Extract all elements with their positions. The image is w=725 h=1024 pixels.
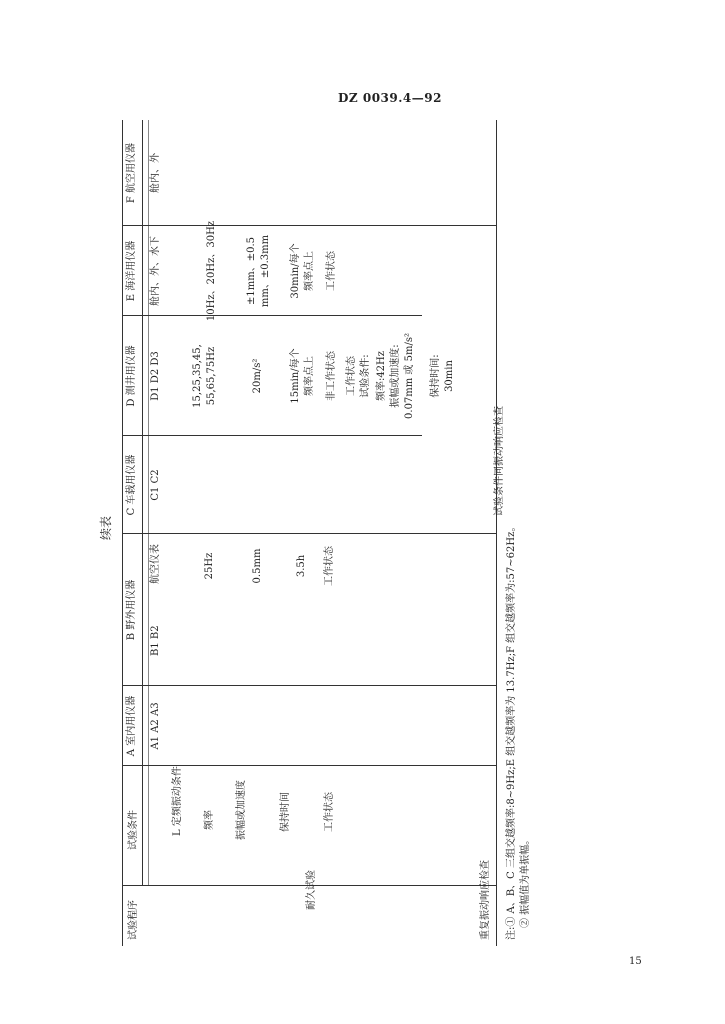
row-label-duration: 保持时间 (280, 792, 291, 832)
cell-b-duration: 3.5h (296, 554, 307, 578)
row-label-section: L 定频振动条件 (172, 766, 183, 836)
cell-d-extra-6: 保持时间: (430, 354, 441, 398)
rotated-table (96, 120, 530, 946)
col-c-border (122, 435, 422, 436)
table-note-1: 注:① A、B、C 三组交越频率:8~9Hz;E 组交越频率为 13.7Hz;F 组交越频率为:57~62Hz。 (506, 521, 517, 940)
cell-d-extra-7: 30min (444, 360, 455, 392)
cell-d-extra-4: 振幅或加速度: (390, 344, 401, 408)
heading-group-e: E 海洋用仪器 (126, 240, 137, 302)
cell-e-amplitude-1: ±1mm、±0.5 (246, 237, 257, 305)
row-label-frequency: 频率 (204, 810, 215, 830)
heading-conditions: 试验条件 (128, 810, 139, 850)
standard-code: DZ 0039.4—92 (338, 91, 442, 105)
heading-group-d-sub: D1 D2 D3 (150, 351, 161, 401)
cell-d-extra-3: 频率:42Hz (376, 350, 387, 402)
row-label-endurance: 耐久试验 (306, 870, 317, 910)
heading-group-d: D 测井用仪器 (126, 345, 137, 407)
cell-e-duration-1: 30min/每个 (290, 243, 301, 299)
cell-e-duration-2: 频率点上 (304, 251, 315, 291)
row-label-resonance-note: 试验条件同振动响应检查 (494, 406, 505, 516)
col-e-border (122, 225, 496, 226)
col-d-border (122, 315, 422, 316)
cell-d-frequency-2: 55,65,75Hz (206, 346, 217, 406)
col-a-border (122, 685, 496, 686)
cell-d-duration-2: 频率点上 (304, 356, 315, 396)
cell-e-state: 工作状态 (326, 251, 337, 291)
heading-group-f: F 航空用仪器 (126, 142, 137, 204)
cell-e-frequency: 10Hz、20Hz、30Hz (206, 220, 217, 322)
table-bottom-border (496, 120, 497, 946)
row-label-resonance: 重复振动响应检查 (480, 860, 491, 940)
row-label-state: 工作状态 (324, 792, 335, 832)
heading-group-f-sub: 舱内、外 (150, 153, 161, 193)
page-number: 15 (629, 956, 642, 967)
cell-d-extra-5: 0.07mm 或 5m/s² (404, 333, 415, 419)
heading-group-a-sub: A1 A2 A3 (150, 702, 161, 750)
cell-d-duration-1: 15min/每个 (290, 348, 301, 404)
heading-rule (148, 120, 149, 886)
cell-d-state: 非工作状态 (326, 351, 337, 401)
heading-group-c: C 车载用仪器 (126, 454, 137, 516)
cell-d-extra-2: 试验条件: (360, 354, 371, 398)
cell-b-amplitude: 0.5mm (252, 548, 263, 584)
heading-procedure: 试验程序 (128, 900, 139, 940)
heading-group-a: A 室内用仪器 (126, 695, 137, 757)
cell-d-frequency-1: 15,25,35,45, (192, 344, 203, 408)
table-caption: 续表 (99, 515, 113, 541)
heading-group-b: B 野外用仪器 (126, 579, 137, 641)
cell-b-frequency: 25Hz (204, 552, 215, 580)
heading-group-b-sub2: 航空仪表 (150, 544, 161, 584)
heading-group-e-sub: 舱内、外、水下 (150, 236, 161, 306)
heading-group-b-sub1: B1 B2 (150, 625, 161, 656)
row-label-amplitude: 振幅或加速度 (236, 780, 247, 840)
cell-e-amplitude-2: mm、±0.3mm (260, 234, 271, 308)
cell-b-state: 工作状态 (324, 546, 335, 586)
col-b-border (122, 533, 496, 534)
heading-group-c-sub: C1 C2 (150, 469, 161, 501)
heading-divider (142, 120, 143, 886)
cell-d-amplitude: 20m/s² (252, 358, 263, 394)
table-note-2: ② 振幅值为单振幅。 (520, 834, 531, 928)
cell-d-extra-1: 工作状态 (346, 356, 357, 396)
